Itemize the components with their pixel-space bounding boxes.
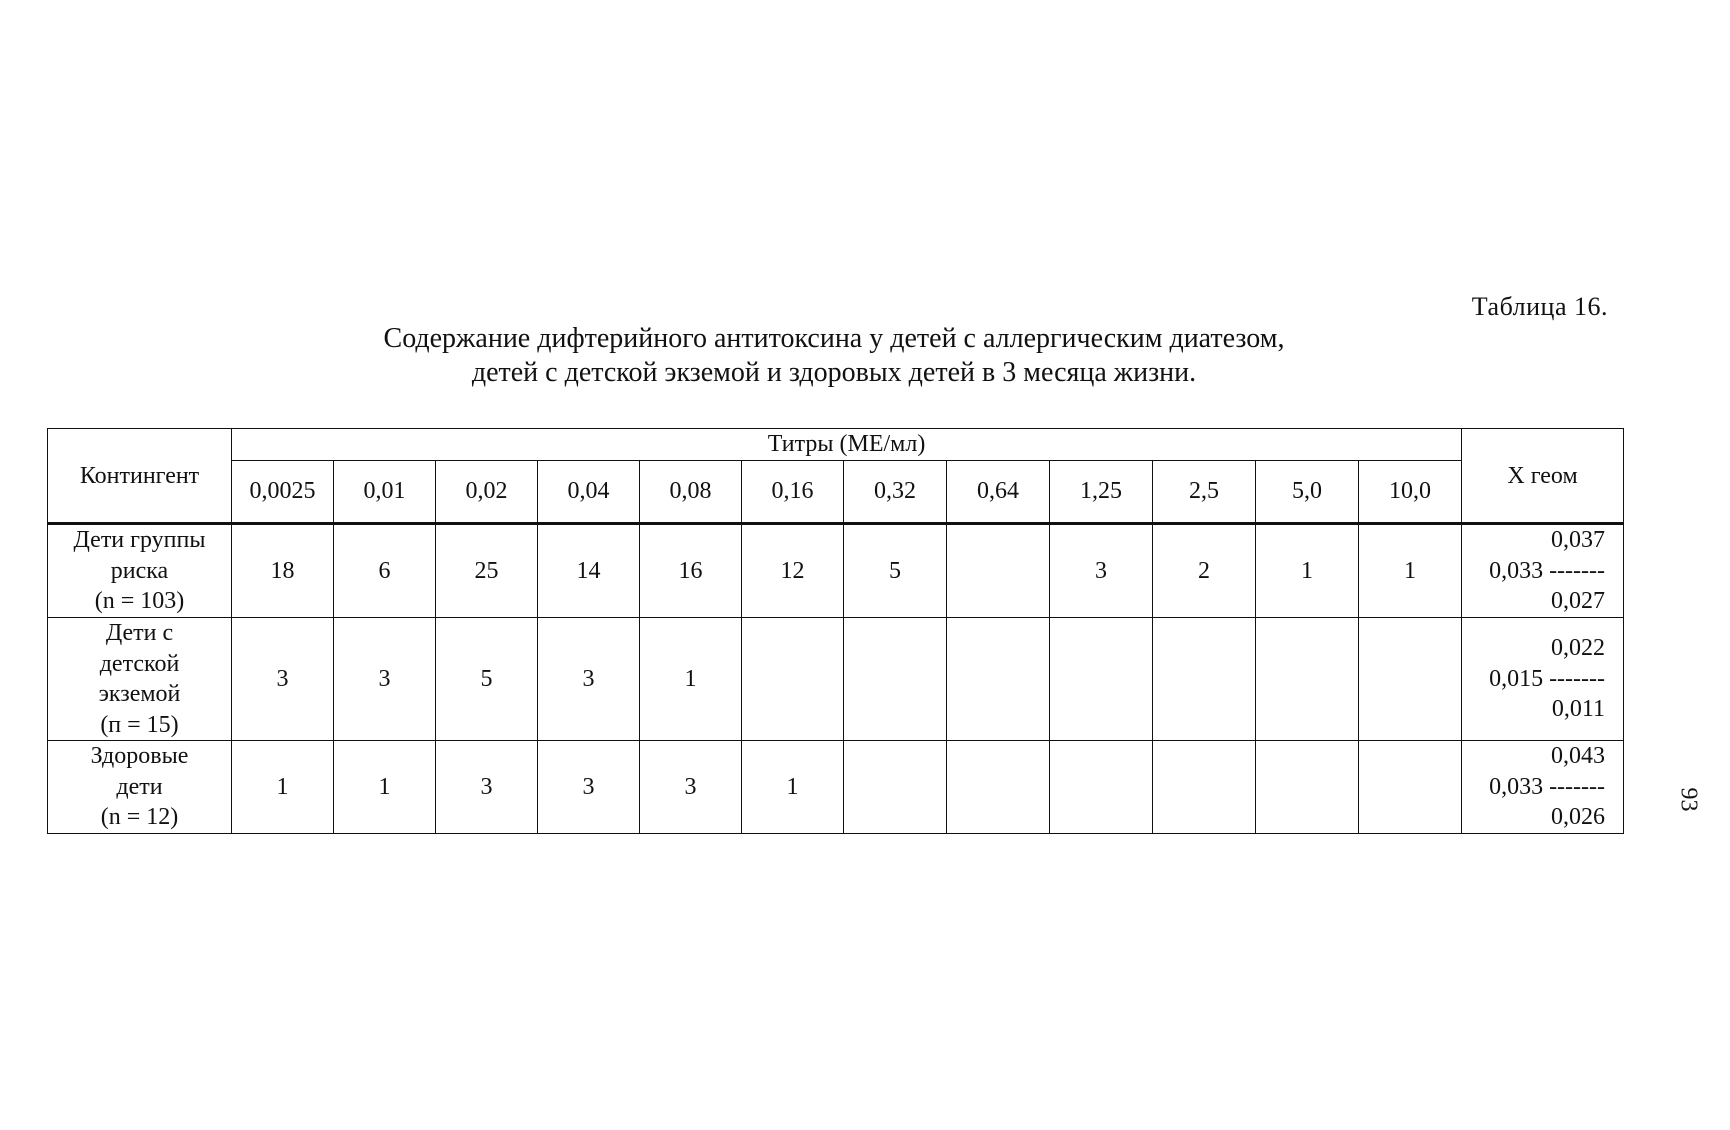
titer-values-row xyxy=(48,461,1624,524)
table-row xyxy=(48,618,1624,741)
contingent-line: (п = 15) xyxy=(100,711,179,738)
value-cell: 12 xyxy=(742,524,844,618)
value-cell xyxy=(742,618,844,741)
xgeom-upper: 0,022 xyxy=(1551,635,1606,662)
value-cell: 2 xyxy=(1153,524,1256,618)
contingent-line: детской xyxy=(99,650,180,677)
value-cell: 14 xyxy=(538,524,640,618)
xgeom-upper: 0,037 xyxy=(1551,527,1606,554)
header-xgeom: X геом xyxy=(1462,429,1624,524)
xgeom-mean: 0,015 ------- xyxy=(1489,665,1606,692)
value-cell: 1 xyxy=(1359,524,1462,618)
header-contingent: Контингент xyxy=(48,429,232,524)
header-titer: 0,64 xyxy=(947,461,1050,524)
value-cell: 3 xyxy=(232,618,334,741)
value-cell xyxy=(1256,741,1359,834)
header-titers: Титры (МЕ/мл) xyxy=(232,429,1462,461)
table-row xyxy=(48,741,1624,834)
header-titer: 0,32 xyxy=(844,461,947,524)
value-cell xyxy=(1359,741,1462,834)
page-number: 93 xyxy=(1675,787,1702,812)
value-cell xyxy=(844,618,947,741)
value-cell: 3 xyxy=(436,741,538,834)
contingent-cell xyxy=(48,741,232,834)
xgeom-lower: 0,011 xyxy=(1551,696,1606,723)
value-cell: 25 xyxy=(436,524,538,618)
header-titer: 0,01 xyxy=(334,461,436,524)
value-cell: 3 xyxy=(640,741,742,834)
xgeom-lower: 0,027 xyxy=(1551,588,1606,615)
contingent-line: (n = 103) xyxy=(94,588,185,615)
header-titer: 5,0 xyxy=(1256,461,1359,524)
contingent-line: дети xyxy=(116,773,163,800)
value-cell: 5 xyxy=(436,618,538,741)
header-titer: 0,0025 xyxy=(232,461,334,524)
header-titer: 10,0 xyxy=(1359,461,1462,524)
value-cell xyxy=(1153,741,1256,834)
value-cell xyxy=(1050,741,1153,834)
contingent-line: (n = 12) xyxy=(100,804,179,831)
xgeom-cell xyxy=(1462,618,1624,741)
value-cell: 3 xyxy=(334,618,436,741)
contingent-line: риска xyxy=(110,557,169,584)
xgeom-mean: 0,033 ------- xyxy=(1489,773,1606,800)
contingent-cell xyxy=(48,618,232,741)
contingent-line: экземой xyxy=(98,681,181,707)
header-titer: 0,16 xyxy=(742,461,844,524)
header-titer: 0,04 xyxy=(538,461,640,524)
contingent-line: Дети группы xyxy=(73,527,206,554)
xgeom-cell xyxy=(1462,741,1624,834)
value-cell: 3 xyxy=(538,741,640,834)
value-cell: 1 xyxy=(1256,524,1359,618)
value-cell xyxy=(947,741,1050,834)
value-cell: 1 xyxy=(640,618,742,741)
xgeom-upper: 0,043 xyxy=(1551,743,1606,770)
caption-line-1: Содержание дифтерийного антитоксина у детей с аллергическим диатезом, xyxy=(383,323,1285,354)
value-cell xyxy=(1050,618,1153,741)
value-cell xyxy=(844,741,947,834)
value-cell: 3 xyxy=(1050,524,1153,618)
value-cell: 6 xyxy=(334,524,436,618)
caption-line-2: детей с детской экземой и здоровых детей в 3 месяца жизни. xyxy=(471,357,1197,388)
value-cell: 1 xyxy=(742,741,844,834)
xgeom-mean: 0,033 ------- xyxy=(1489,557,1606,584)
xgeom-lower: 0,026 xyxy=(1551,804,1606,831)
value-cell xyxy=(1256,618,1359,741)
header-titer: 0,02 xyxy=(436,461,538,524)
table-caption xyxy=(0,322,1668,390)
value-cell xyxy=(1359,618,1462,741)
value-cell: 3 xyxy=(538,618,640,741)
value-cell: 18 xyxy=(232,524,334,618)
contingent-line: Дети с xyxy=(105,620,174,646)
table-body xyxy=(48,524,1624,834)
header-titer: 1,25 xyxy=(1050,461,1153,524)
xgeom-cell xyxy=(1462,524,1624,618)
value-cell xyxy=(947,618,1050,741)
antitoxin-table xyxy=(47,428,1624,834)
contingent-cell xyxy=(48,524,232,618)
contingent-line: Здоровые xyxy=(90,743,189,770)
header-titer: 0,08 xyxy=(640,461,742,524)
value-cell: 16 xyxy=(640,524,742,618)
value-cell: 5 xyxy=(844,524,947,618)
value-cell: 1 xyxy=(232,741,334,834)
table-label: Таблица 16. xyxy=(1471,292,1608,321)
table-row xyxy=(48,524,1624,618)
header-titer: 2,5 xyxy=(1153,461,1256,524)
value-cell xyxy=(947,524,1050,618)
value-cell: 1 xyxy=(334,741,436,834)
value-cell xyxy=(1153,618,1256,741)
